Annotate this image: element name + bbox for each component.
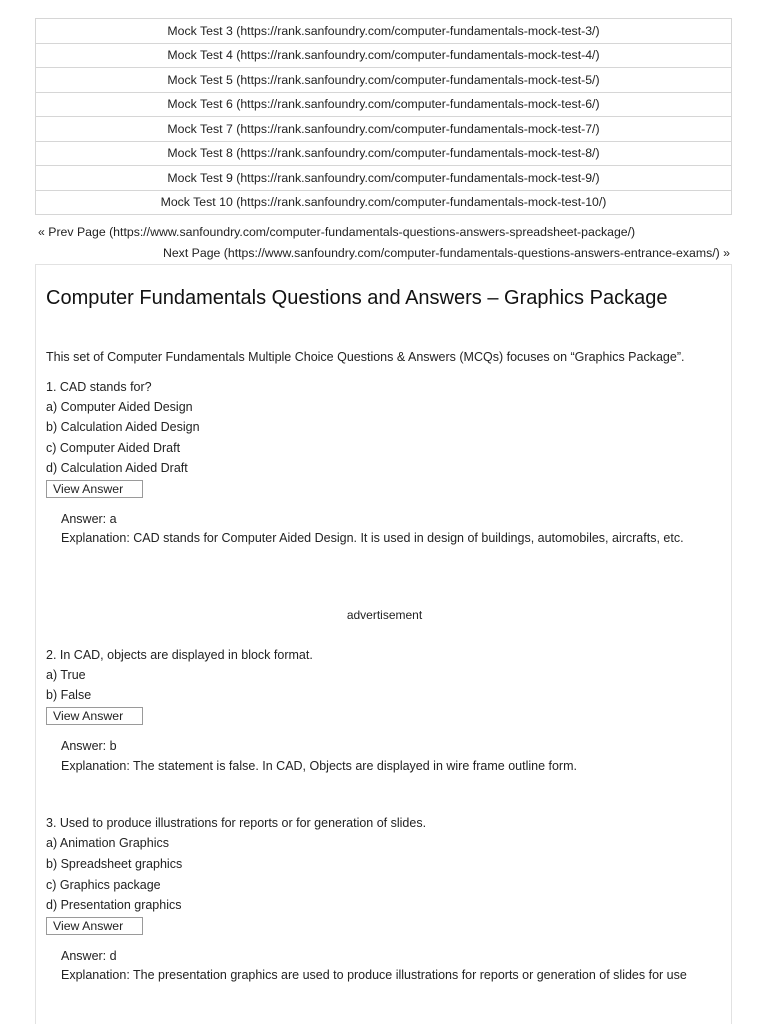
prev-page-link[interactable]: « Prev Page (https://www.sanfoundry.com/computer-fundamentals-questions-answers-spreadsheet-package/) xyxy=(38,225,636,239)
option-text: a) True xyxy=(46,668,86,682)
option-text: d) Presentation graphics xyxy=(46,898,182,912)
page-title: Computer Fundamentals Questions and Answers – Graphics Package xyxy=(46,287,668,309)
option-text: a) Animation Graphics xyxy=(46,836,169,850)
table-row xyxy=(36,166,732,191)
table-row xyxy=(36,141,732,166)
table-row xyxy=(36,19,732,44)
advertisement-label: advertisement xyxy=(346,608,423,622)
mock-test-link[interactable]: Mock Test 6 (https://rank.sanfoundry.com/computer-fundamentals-mock-test-6/) xyxy=(36,92,732,117)
answer-text: Answer: a xyxy=(61,512,117,526)
answer-text: Answer: d xyxy=(61,949,117,963)
option-text: c) Computer Aided Draft xyxy=(46,441,181,455)
option-text: c) Graphics package xyxy=(46,878,161,892)
mock-test-link[interactable]: Mock Test 5 (https://rank.sanfoundry.com/computer-fundamentals-mock-test-5/) xyxy=(36,68,732,93)
article xyxy=(35,264,732,1024)
option-text: d) Calculation Aided Draft xyxy=(46,461,188,475)
view-answer-button[interactable]: View Answer xyxy=(46,480,143,498)
mock-test-link[interactable]: Mock Test 4 (https://rank.sanfoundry.com/computer-fundamentals-mock-test-4/) xyxy=(36,43,732,68)
mock-test-link[interactable]: Mock Test 7 (https://rank.sanfoundry.com/computer-fundamentals-mock-test-7/) xyxy=(36,117,732,142)
option-text: b) False xyxy=(46,688,92,702)
mock-test-table xyxy=(35,18,732,215)
answer-text: Answer: b xyxy=(61,739,117,753)
view-answer-button[interactable]: View Answer xyxy=(46,917,143,935)
explanation-text: Explanation: The presentation graphics are used to produce illustrations for reports or generation of slides for use xyxy=(61,968,687,982)
option-text: b) Calculation Aided Design xyxy=(46,420,200,434)
option-text: a) Computer Aided Design xyxy=(46,400,193,414)
mock-test-link[interactable]: Mock Test 10 (https://rank.sanfoundry.com/computer-fundamentals-mock-test-10/) xyxy=(36,190,732,215)
table-row xyxy=(36,92,732,117)
explanation-text: Explanation: CAD stands for Computer Aided Design. It is used in design of buildings, automobiles, aircrafts, etc. xyxy=(61,531,684,545)
view-answer-button[interactable]: View Answer xyxy=(46,707,143,725)
question-text: 3. Used to produce illustrations for reports or for generation of slides. xyxy=(46,816,427,830)
table-row xyxy=(36,68,732,93)
next-page-link[interactable]: Next Page (https://www.sanfoundry.com/computer-fundamentals-questions-answers-entrance-exams/) » xyxy=(162,246,730,260)
question-text: 1. CAD stands for? xyxy=(46,380,152,394)
question-text: 2. In CAD, objects are displayed in block format. xyxy=(46,648,313,662)
option-text: b) Spreadsheet graphics xyxy=(46,857,183,871)
explanation-text: Explanation: The statement is false. In CAD, Objects are displayed in wire frame outline form. xyxy=(61,759,577,773)
mock-test-link[interactable]: Mock Test 3 (https://rank.sanfoundry.com/computer-fundamentals-mock-test-3/) xyxy=(36,19,732,44)
table-row xyxy=(36,117,732,142)
mock-test-link[interactable]: Mock Test 8 (https://rank.sanfoundry.com/computer-fundamentals-mock-test-8/) xyxy=(36,141,732,166)
table-row xyxy=(36,190,732,215)
mock-test-link[interactable]: Mock Test 9 (https://rank.sanfoundry.com/computer-fundamentals-mock-test-9/) xyxy=(36,166,732,191)
intro-text: This set of Computer Fundamentals Multiple Choice Questions & Answers (MCQs) focuses on “Graphics Package”. xyxy=(46,350,685,364)
table-row xyxy=(36,43,732,68)
